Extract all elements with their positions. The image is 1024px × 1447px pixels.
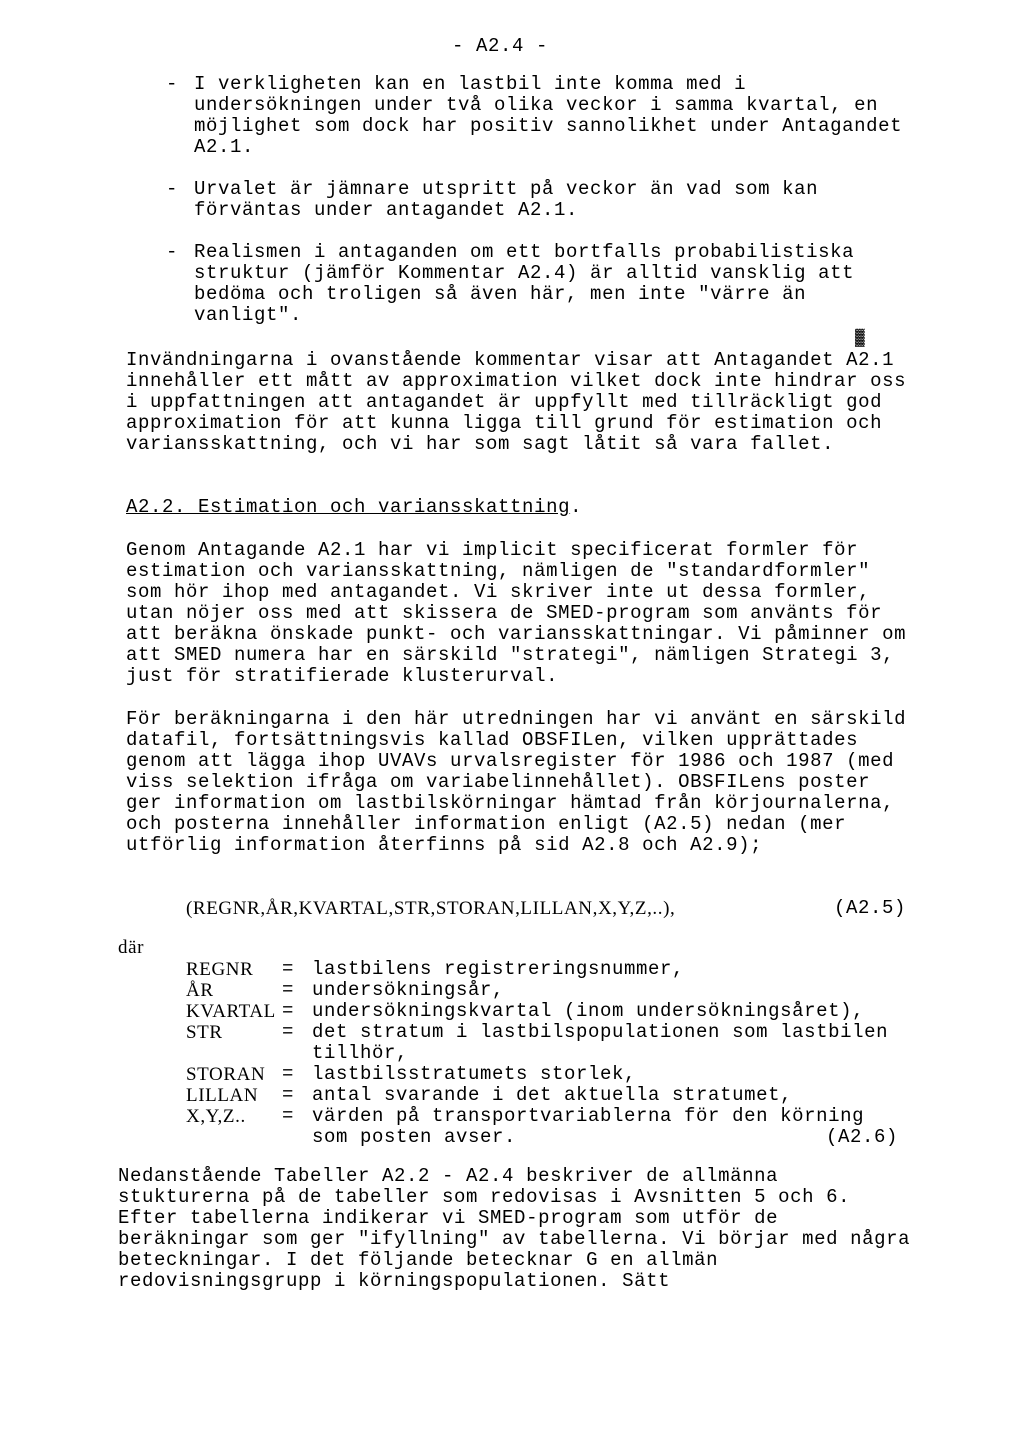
definition-row (186, 1106, 898, 1148)
definition-term: ÅR (186, 980, 214, 1001)
page-number: - A2.4 - (451, 35, 548, 57)
scan-mark-icon: ▓ (855, 329, 866, 347)
section-heading-period: . (570, 496, 583, 518)
paragraph: För beräkningarna i den här utredningen har vi använt en särskild datafil, fortsättningsvis kallad OBSFILen, vilken upprättades genom att lägga ihop UVAVs urvalsregister för 1986 och 1987 (med viss selektion ifråga om variabelinnehållet). OBSFILens poster ger information om lastbilskörningar hämtad från körjournalerna, och posterna innehåller information enligt (A2.5) nedan (mer utförlig information återfinns på sid A2.8 och A2.9); (126, 708, 907, 856)
bullet-item: - I verkligheten kan en lastbil inte komma med i undersökningen under två olika veckor i samma kvartal, en möjlighet som dock har positiv sannolikhet under Antagandet A2.1. (166, 74, 926, 158)
bullet-item: - Urvalet är jämnare utspritt på veckor än vad som kan förväntas under antagandet A2.1. (166, 179, 926, 221)
definition-text: undersökningskvartal (inom undersökningsåret), (312, 1000, 865, 1022)
equals-sign: = (282, 1021, 295, 1043)
definition-term: X,Y,Z.. (186, 1106, 246, 1127)
equals-sign: = (282, 958, 295, 980)
section-heading-text: A2.2. Estimation och variansskattning (126, 496, 571, 518)
definition-row (186, 980, 898, 1001)
dar-label: där (118, 937, 145, 958)
definition-row (186, 1022, 898, 1064)
formula-a2-5 (186, 898, 906, 920)
definition-term: KVARTAL (186, 1001, 276, 1022)
bullet-list (166, 74, 926, 347)
paragraph: Genom Antagande A2.1 har vi implicit specificerat formler för estimation och variansskattning, nämligen de "standardformler" som hör ihop med antagandet. Vi skriver inte ut dessa formler, utan nöjer oss med att skissera de SMED-program som använts för att beräkna önskade punkt- och variansskattningar. Vi påminner om att SMED numera har en särskild "strategi", nämligen Strategi 3, just för stratifierade klusterurval. (126, 539, 907, 687)
definition-term: STR (186, 1022, 223, 1043)
definition-text: lastbilsstratumets storlek, (312, 1063, 637, 1085)
definition-term: STORAN (186, 1064, 266, 1085)
definition-term: REGNR (186, 959, 254, 980)
definition-text: antal svarande i det aktuella stratumet, (312, 1084, 793, 1106)
formula-text: (REGNR,ÅR,KVARTAL,STR,STORAN,LILLAN,X,Y,Z,..), (186, 898, 676, 919)
definition-row (186, 1001, 898, 1022)
paragraph: Invändningarna i ovanstående kommentar visar att Antagandet A2.1 innehåller ett mått av approximation vilket dock inte hindrar oss i uppfattningen att antagandet är uppfyllt med tillräckligt god approximation för att kunna ligga till grund för estimation och variansskattning, och vi har som sagt låtit så vara fallet. (126, 349, 907, 455)
definition-row (186, 959, 898, 980)
equals-sign: = (282, 1000, 295, 1022)
equals-sign: = (282, 1084, 295, 1106)
definition-row (186, 1064, 898, 1085)
equation-label: (A2.5) (833, 897, 906, 919)
section-heading (126, 497, 582, 518)
definition-term: LILLAN (186, 1085, 259, 1106)
equation-label: (A2.6) (825, 1126, 898, 1148)
equals-sign: = (282, 979, 295, 1001)
definition-text: undersökningsår, (312, 979, 505, 1001)
definition-text: värden på transportvariablerna för den körning som posten avser. (312, 1105, 865, 1148)
definition-list (186, 959, 898, 1148)
equals-sign: = (282, 1063, 295, 1085)
definition-text: lastbilens registreringsnummer, (312, 958, 685, 980)
definition-text: det stratum i lastbilspopulationen som lastbilen tillhör, (312, 1021, 889, 1064)
definition-row (186, 1085, 898, 1106)
paragraph: Nedanstående Tabeller A2.2 - A2.4 beskriver de allmänna stukturerna på de tabeller som redovisas i Avsnitten 5 och 6. Efter tabellerna indikerar vi SMED-program som utför de beräkningar som ger "ifyllning" av tabellerna. Vi börjar med några beteckningar. I det följande betecknar G en allmän redovisningsgrupp i körningspopulationen. Sätt (118, 1165, 911, 1292)
equals-sign: = (282, 1105, 295, 1127)
bullet-item: - Realismen i antaganden om ett bortfalls probabilistiska struktur (jämför Kommentar A2.4) är alltid vansklig att bedöma och troligen så även här, men inte "värre än vanligt". (166, 242, 926, 326)
